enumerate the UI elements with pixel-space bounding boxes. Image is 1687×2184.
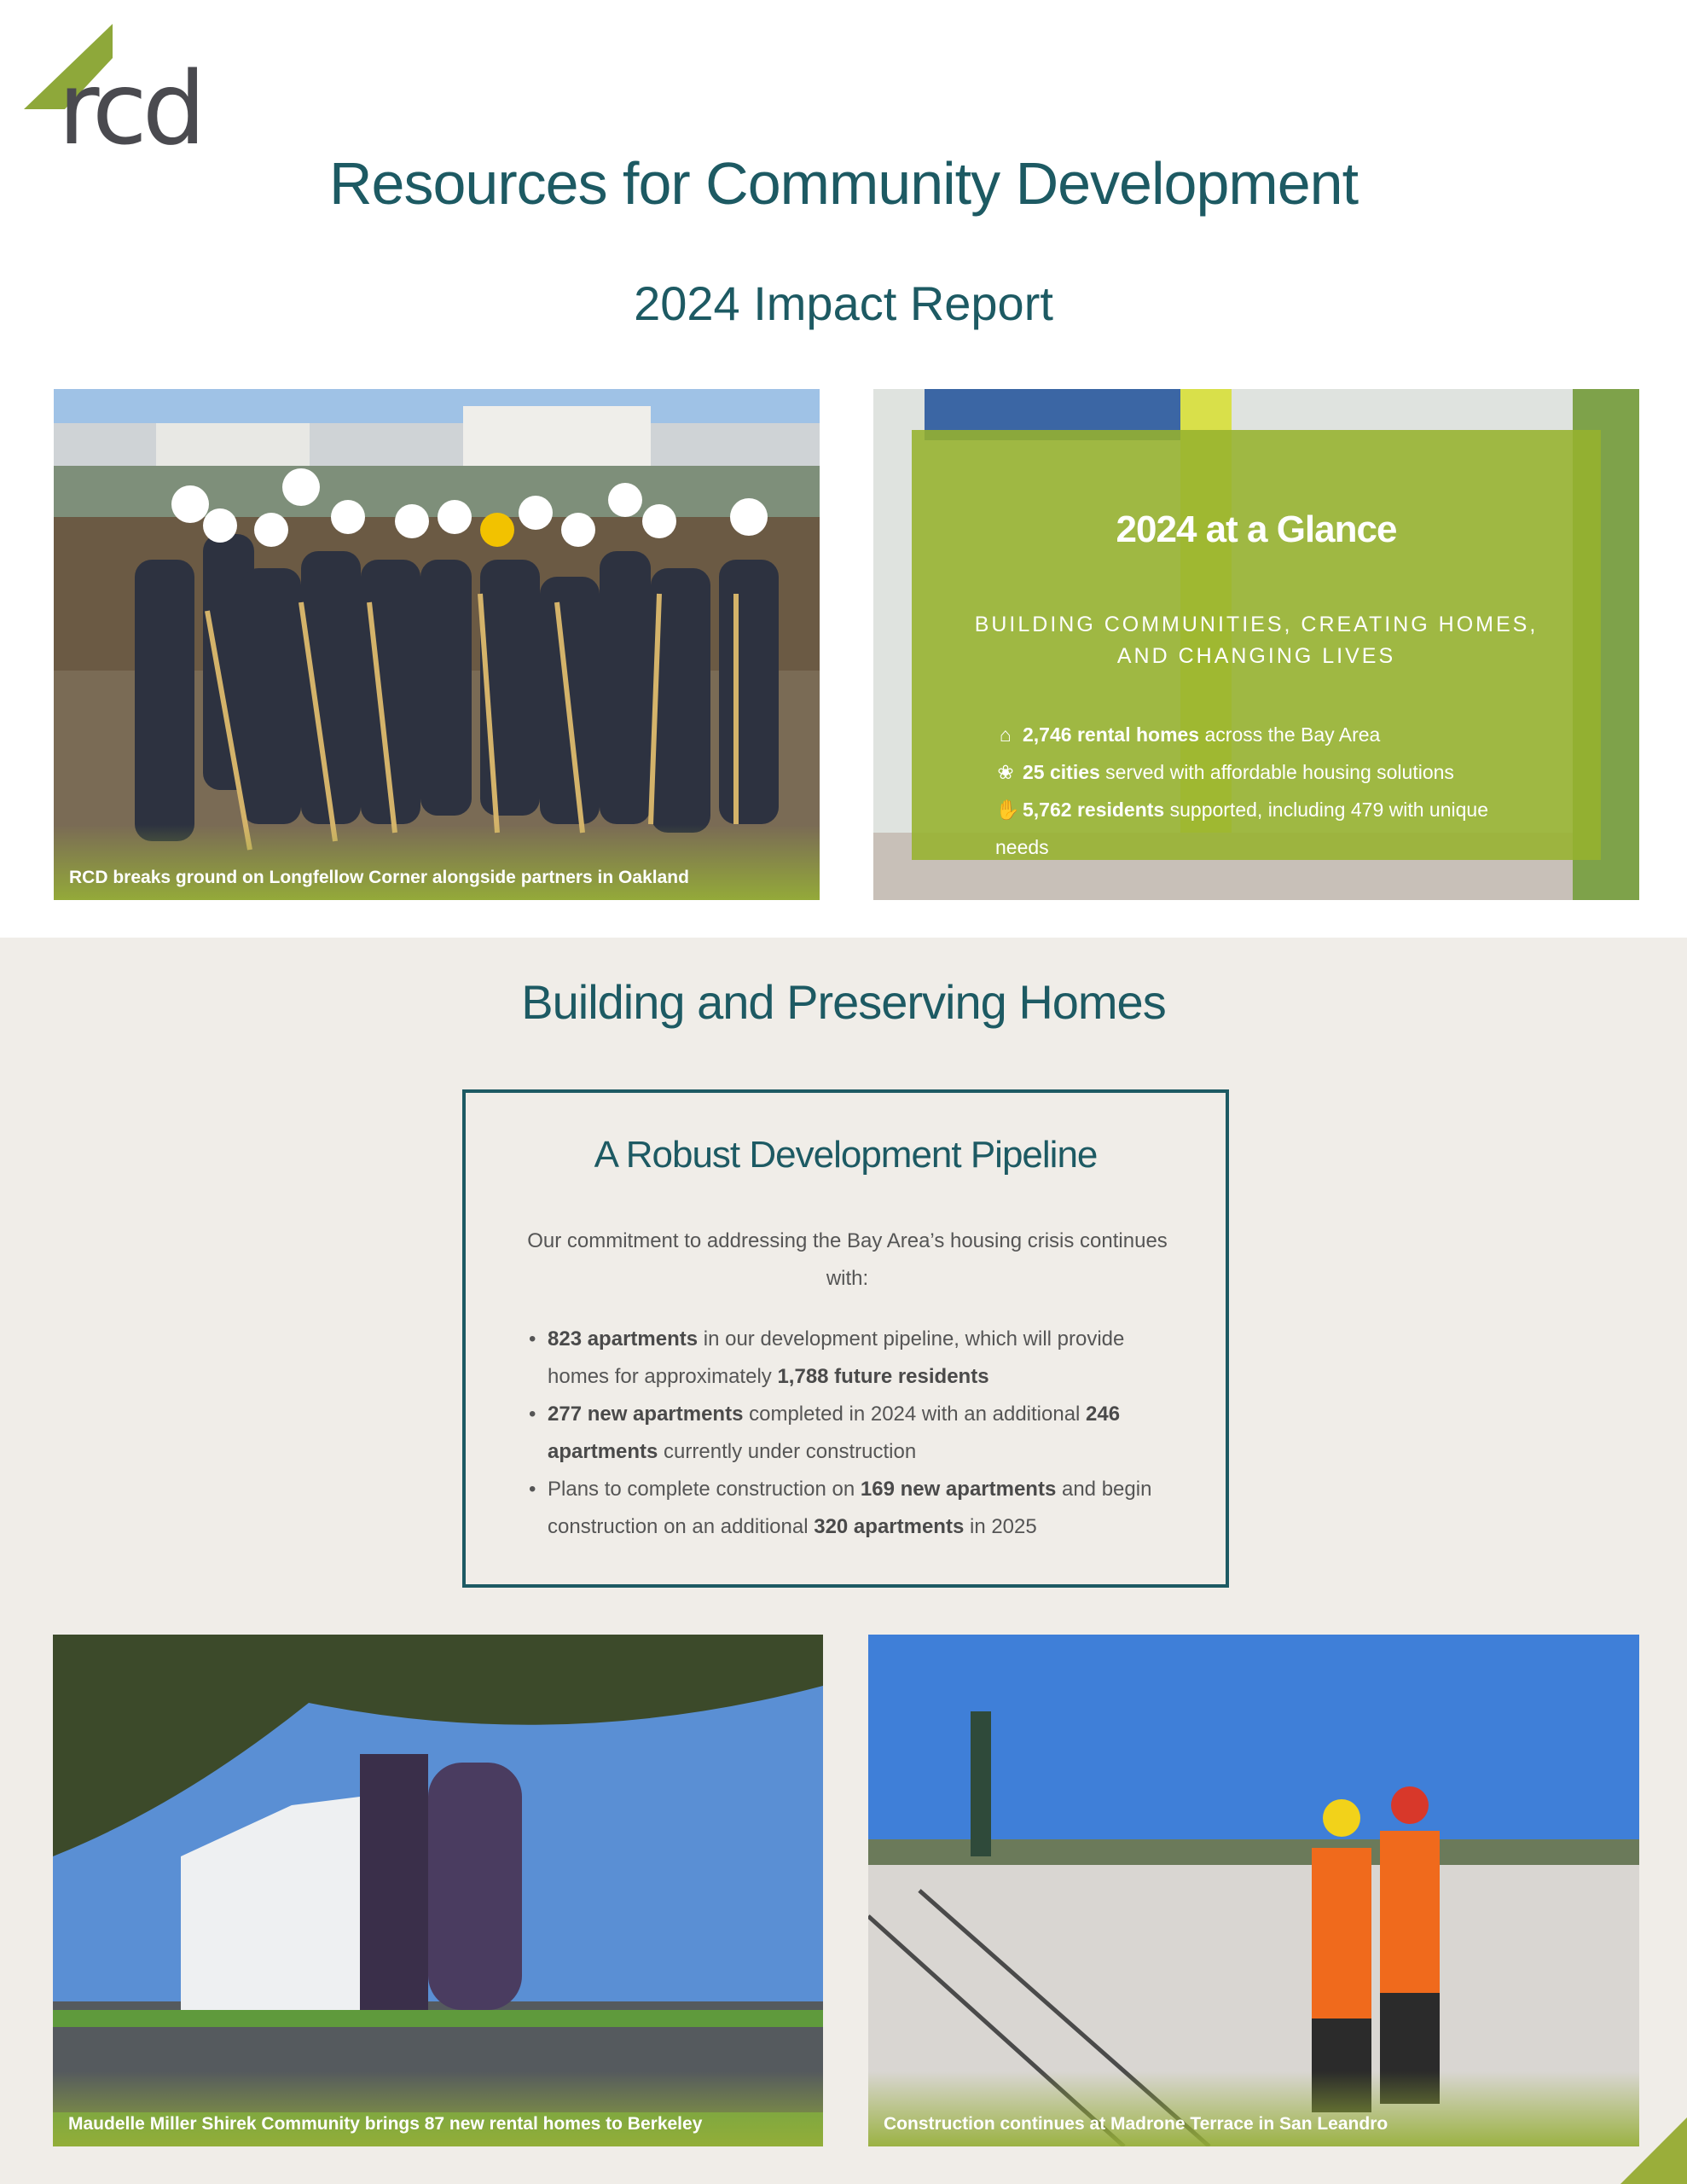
groundbreaking-photo (54, 389, 820, 900)
bullet-bold: 320 apartments (814, 1515, 965, 1538)
bullet-text: in 2025 (964, 1515, 1037, 1538)
groundbreaking-caption: RCD breaks ground on Longfellow Corner alongside partners in Oakland (54, 825, 820, 900)
bullet-icon: • (529, 1403, 536, 1426)
pipeline-intro: Our commitment to addressing the Bay Area’s housing crisis continues with: (527, 1229, 1168, 1290)
handshake-icon: ✋ (995, 799, 1020, 821)
pipeline-bullets (529, 1321, 1196, 1546)
bullet-bold: 246 (1086, 1403, 1121, 1426)
page-title: Resources for Community Development (328, 150, 1359, 217)
bullet-text: currently under construction (658, 1440, 917, 1463)
construction-site-image (868, 1635, 1639, 2146)
bullet-bold: apartments (548, 1440, 658, 1463)
glance-stat-text: supported, including 479 with unique (1164, 799, 1488, 821)
bullet-text: homes for approximately (548, 1365, 778, 1388)
pipeline-bullet (529, 1396, 1196, 1471)
pipeline-title: A Robust Development Pipeline (594, 1134, 1098, 1176)
berkeley-photo (53, 1635, 823, 2146)
bullet-bold: 169 new apartments (860, 1478, 1057, 1501)
bullet-text: Plans to complete construction on (548, 1478, 861, 1501)
bullet-icon: • (529, 1327, 536, 1350)
glance-stat-bold: 25 cities (1023, 761, 1100, 783)
section-title: Building and Preserving Homes (521, 975, 1166, 1029)
bullet-bold: 277 new apartments (548, 1403, 744, 1426)
glance-stat-text: across the Bay Area (1199, 723, 1381, 746)
bullet-bold: 1,788 future residents (777, 1365, 989, 1388)
glance-stat-bold: 5,762 residents (1023, 799, 1165, 821)
house-icon: ⌂ (1000, 723, 1012, 746)
glance-stat-bold: 2,746 rental homes (1023, 723, 1200, 746)
bullet-text: construction on an additional (548, 1515, 815, 1538)
glance-tagline (912, 609, 1601, 672)
sanleandro-photo (868, 1635, 1639, 2146)
pipeline-bullet (529, 1321, 1196, 1396)
glance-stat-cities (995, 753, 1592, 791)
bullet-text: in our development pipeline, which will provide (698, 1327, 1125, 1350)
bullet-text: and begin (1056, 1478, 1152, 1501)
glance-stat-text: served with affordable housing solutions (1099, 761, 1454, 783)
sanleandro-caption: Construction continues at Madrone Terrace in San Leandro (868, 2071, 1639, 2146)
pipeline-bullet (529, 1471, 1196, 1546)
glance-stats-list (995, 716, 1592, 866)
bullet-bold: 823 apartments (548, 1327, 699, 1350)
glance-stat-residents (995, 791, 1592, 828)
bullet-icon: • (529, 1478, 536, 1501)
glance-stat-text: needs (995, 836, 1049, 858)
pipeline-box (462, 1089, 1229, 1588)
glance-stat-residents-cont (995, 828, 1592, 866)
rcd-logo (24, 24, 203, 167)
berkeley-caption: Maudelle Miller Shirek Community brings 87 new rental homes to Berkeley (53, 2071, 823, 2146)
glance-tagline-line-2: AND CHANGING LIVES (1116, 644, 1396, 668)
glance-tagline-line-1: BUILDING COMMUNITIES, CREATING HOMES, (974, 613, 1539, 636)
logo-text: rcd (58, 49, 201, 167)
glance-stat-homes (995, 716, 1592, 753)
bullet-text: completed in 2024 with an additional (743, 1403, 1087, 1426)
glance-overlay-box (912, 430, 1601, 860)
corner-accent (1620, 2117, 1687, 2184)
report-subtitle: 2024 Impact Report (634, 276, 1053, 330)
groundbreaking-image (54, 389, 820, 900)
berkeley-building-image (53, 1635, 823, 2146)
glance-title: 2024 at a Glance (1116, 508, 1397, 550)
sprout-icon: ❀ (997, 761, 1014, 783)
glance-panel (873, 389, 1639, 900)
